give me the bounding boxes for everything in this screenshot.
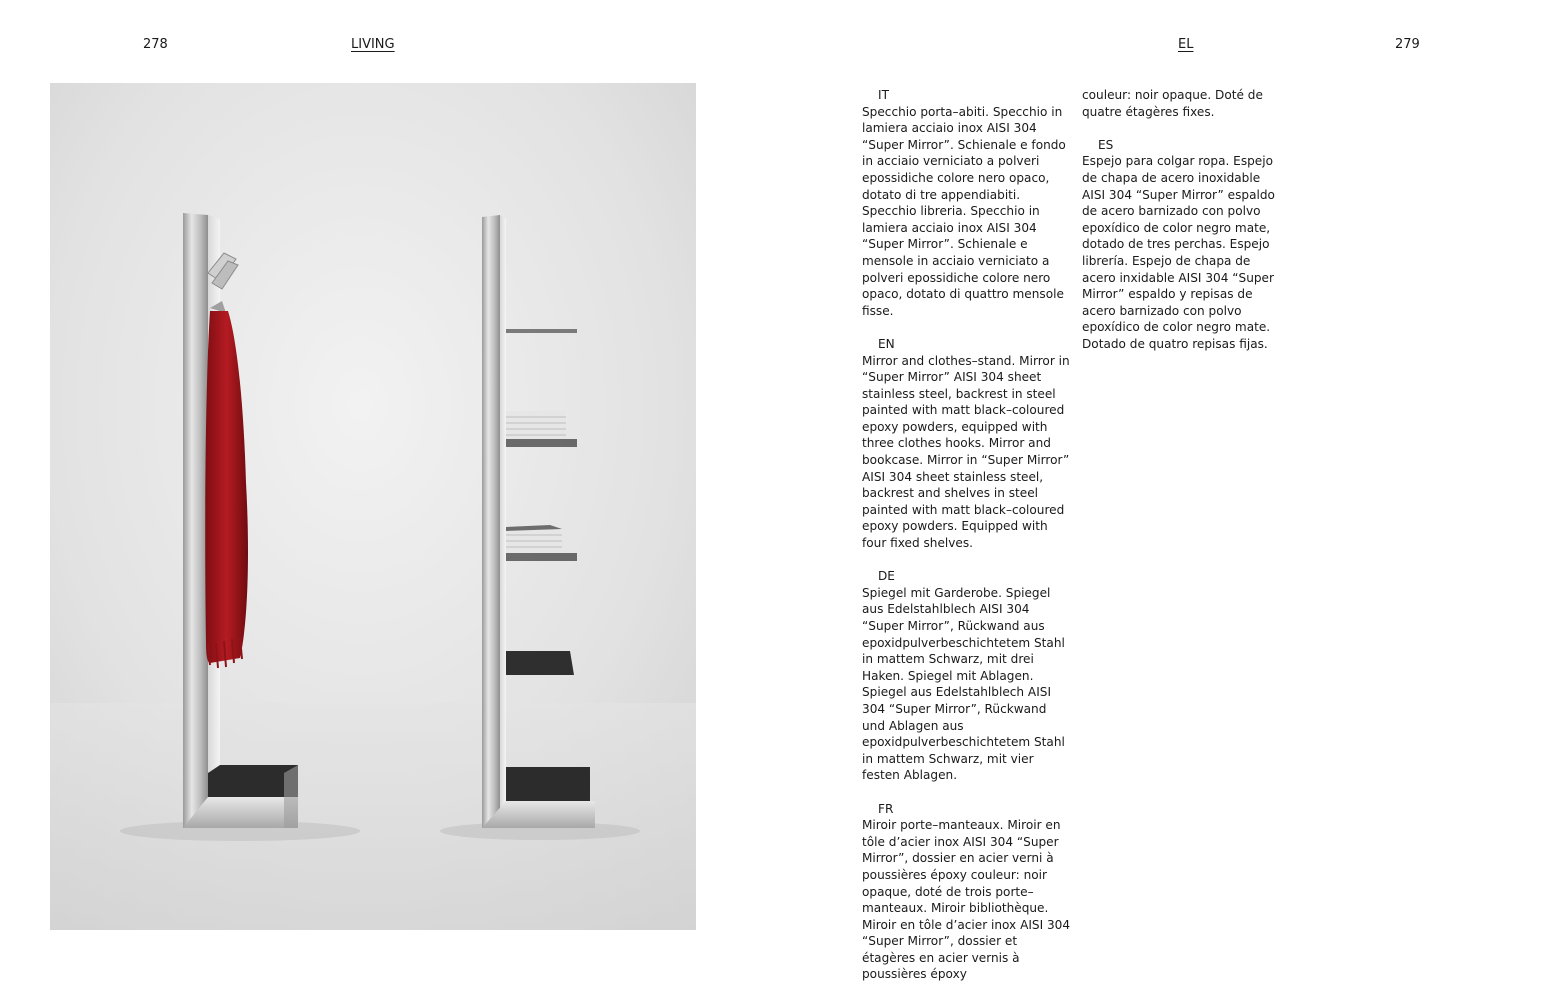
page-number-right: 279 [1395,37,1420,52]
language-code-fr: FR [878,801,894,816]
description-de: Spiegel mit Garderobe. Spiegel aus Edelstahlblech AISI 304 “Super Mirror”, Rückwand aus epoxidpulverbeschichtetem Stahl in mattem Schwarz, mit drei Haken. Spiegel mit Ablagen. Spiegel aus Edelstahlblech AISI 304 “Super Mirror”, Rückwand und Ablagen aus epoxidpulverbeschichtetem Stahl in mattem Schwarz, mit vier festen Ablagen. [862,585,1065,783]
description-es: Espejo para colgar ropa. Espejo de chapa de acero inoxidable AISI 304 “Super Mirror” espaldo de acero barnizado con polvo epoxídico de color negro mate, dotado de tres perchas. Espejo librería. Espejo de chapa de acero inxidable AISI 304 “Super Mirror” espaldo y repisas de acero barnizado con polvo epoxídico de color negro mate. Dotado de quatro repisas fijas. [1082,154,1275,351]
text-column-left [862,87,1072,983]
section-link-living[interactable]: LIVING [351,37,395,52]
page-number-left: 278 [143,37,168,52]
description-it: Specchio porta–abiti. Specchio in lamiera acciaio inox AISI 304 “Super Mirror”. Schienale e fondo in acciaio verniciato a polveri epossidiche colore nero opaco, dotato di tre appendiabiti. Specchio libreria. Specchio in lamiera acciaio inox AISI 304 “Super Mirror”. Schienale e mensole in acciaio verniciato a polveri epossidiche colore nero opaco, dotato di quattro mensole fisse. [862,104,1066,318]
section-link-el[interactable]: EL [1178,37,1194,52]
language-code-en: EN [878,336,895,351]
description-fr: Miroir porte–manteaux. Miroir en tôle d’acier inox AISI 304 “Super Mirror”, dossier en acier verni à poussières époxy couleur: noir opaque, doté de trois porte–manteaux. Miroir bibliothèque. Miroir en tôle d’acier inox AISI 304 “Super Mirror”, dossier et étagères en acier vernis à poussières époxy [862,818,1071,982]
description-en: Mirror and clothes–stand. Mirror in “Super Mirror” AISI 304 sheet stainless steel, backrest in steel painted with matt black–coloured epoxy powders, equipped with three clothes hooks. Mirror and bookcase. Mirror in “Super Mirror” AISI 304 sheet stainless steel, backrest and shelves in steel painted with matt black–coloured epoxy powders. Equipped with four fixed shelves. [862,353,1070,551]
language-code-es: ES [1098,137,1114,152]
description-fr-continued: couleur: noir opaque. Doté de quatre étagères fixes. [1082,88,1263,119]
language-code-it: IT [878,88,889,102]
text-column-right [1082,87,1282,353]
product-photo [50,83,696,930]
language-code-de: DE [878,569,895,584]
